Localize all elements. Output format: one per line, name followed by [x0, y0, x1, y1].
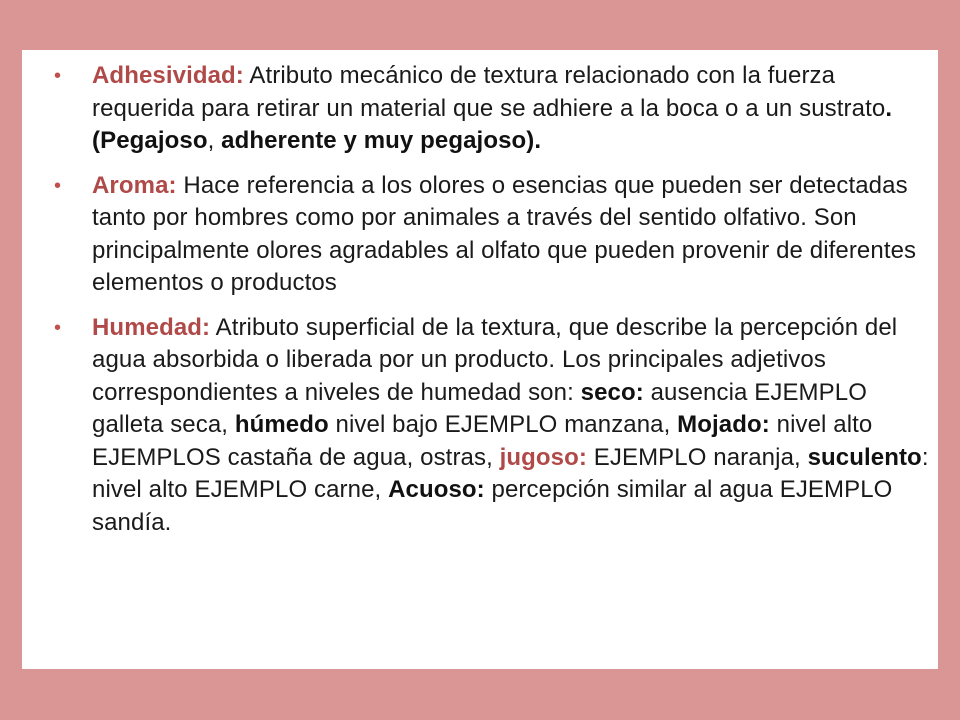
- bullet-list: [54, 60, 934, 551]
- definition-text: nivel alto EJEMPLOS castaña de agua, ostras,: [92, 411, 873, 471]
- definition-text: Atributo mecánico de textura relacionado con la fuerza requerida para retirar un material que se adhiere a la boca o a un sustrato: [92, 62, 886, 122]
- term-adhesividad: Adhesividad:: [92, 62, 244, 89]
- term-acuoso: Acuoso:: [388, 476, 485, 503]
- term-suculento: suculento: [807, 443, 922, 471]
- definition-text: EJEMPLO naranja,: [586, 443, 808, 471]
- definition-text: : nivel alto EJEMPLO carne,: [92, 443, 929, 503]
- term-seco: seco:: [580, 378, 644, 406]
- definition-text: Atributo superficial de la textura, que describe la percepción del agua absorbida o liberada por un producto. Los principales adjetivos correspondientes a niveles de humedad son:: [92, 313, 898, 406]
- bullet-dot-icon: •: [54, 65, 62, 87]
- term-humedad: Humedad:: [92, 313, 211, 341]
- slide-panel: [22, 50, 938, 669]
- bold-text: . (Pegajoso: [92, 94, 893, 154]
- definition-text: Hace referencia a los olores o esencias que pueden ser detectadas tanto por hombres como por animales a través del sentido olfativo. Son principalmente olores agradables al olfato que pueden provenir de diferentes elementos o productos: [92, 171, 917, 296]
- bullet-dot-icon: •: [54, 316, 62, 339]
- term-aroma: Aroma:: [92, 171, 177, 199]
- definition-text: ,: [207, 127, 222, 154]
- term-mojado: Mojado:: [677, 411, 770, 438]
- bullet-aroma: [54, 170, 934, 300]
- bullet-humedad: [54, 312, 934, 540]
- definition-text: ausencia EJEMPLO galleta seca,: [92, 378, 867, 438]
- term-humedo: húmedo: [234, 411, 329, 438]
- definition-text: nivel bajo EJEMPLO manzana,: [328, 411, 678, 438]
- bullet-dot-icon: •: [54, 174, 62, 197]
- bullet-adhesividad: [54, 60, 934, 158]
- bold-text: adherente y muy pegajoso).: [221, 127, 542, 154]
- term-jugoso: jugoso:: [499, 443, 587, 471]
- definition-text: percepción similar al agua EJEMPLO sandía.: [92, 476, 893, 536]
